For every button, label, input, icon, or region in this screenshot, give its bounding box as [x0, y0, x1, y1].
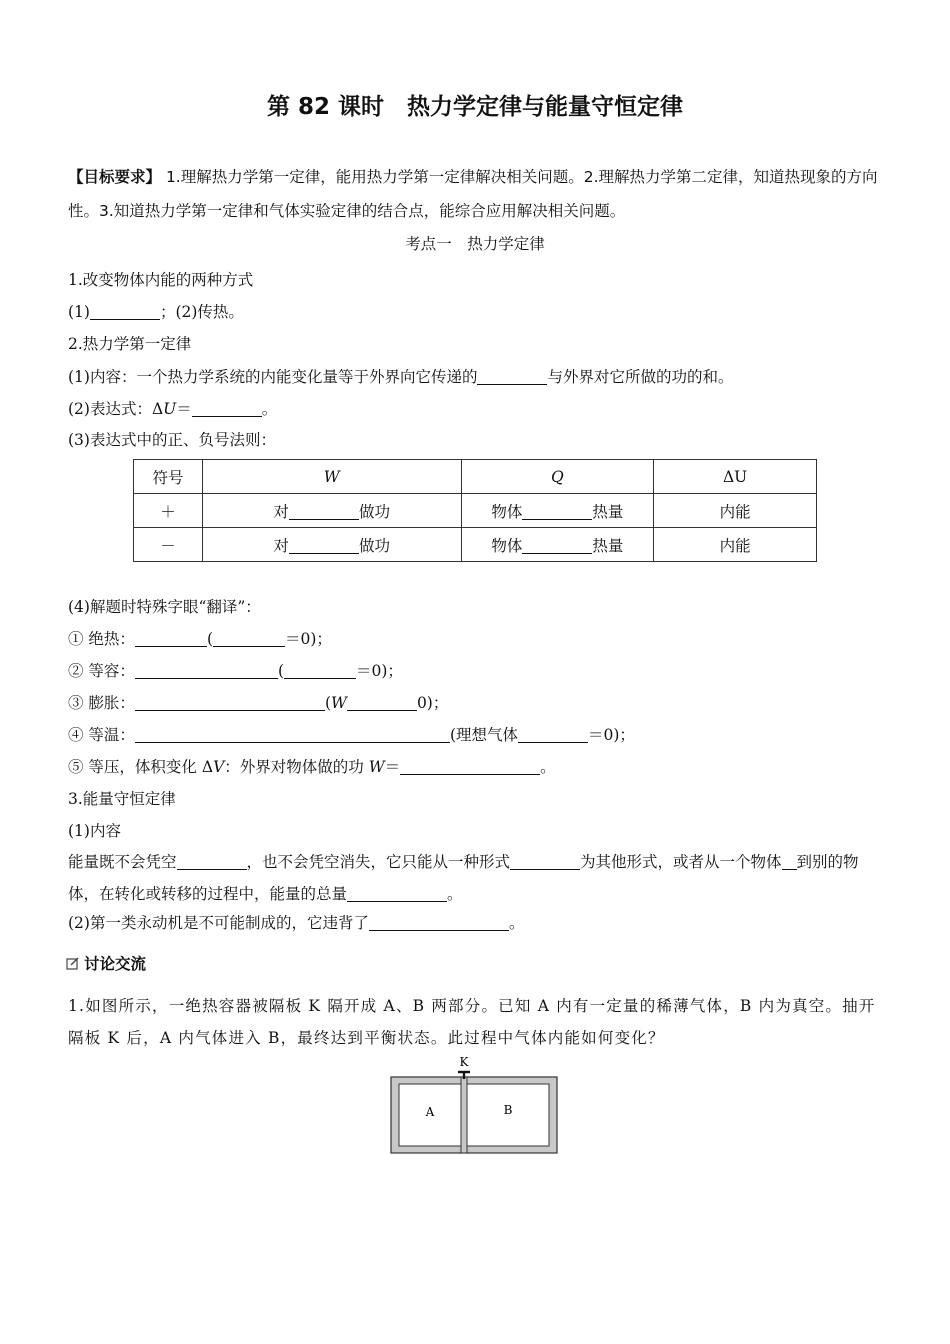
s2-expr-b: ＝	[176, 400, 192, 418]
item-var: V	[213, 758, 225, 776]
table-header-q: Q	[551, 467, 564, 486]
page-title: 第 82 课时 热力学定律与能量守恒定律	[266, 94, 684, 120]
blank[interactable]	[90, 304, 160, 321]
s2-rule: (3)表达式中的正、负号法则：	[68, 431, 276, 449]
cell-text: 对	[273, 536, 289, 555]
table-cell-sign: －	[134, 528, 203, 562]
s2-expr-a: (2)表达式：Δ	[68, 400, 164, 418]
s1-line-b: ；(2)传热。	[159, 303, 244, 321]
table-header: ΔU	[654, 460, 817, 494]
label-k: K	[459, 1055, 469, 1069]
s3-perpetual	[68, 911, 524, 933]
blank[interactable]	[135, 727, 450, 744]
table-cell-q	[461, 528, 654, 562]
item-text: ② 等容：	[68, 662, 135, 680]
table-cell-du: 内能	[654, 528, 817, 562]
s1-line-a: (1)	[68, 303, 90, 321]
blank[interactable]	[284, 663, 356, 680]
table-header-w: W	[323, 467, 340, 486]
item-text: ⑤ 等压，体积变化 Δ	[68, 758, 214, 776]
blank[interactable]	[400, 759, 540, 776]
blank[interactable]	[510, 854, 580, 871]
blank[interactable]	[518, 727, 588, 744]
item-text: ① 绝热：	[68, 630, 135, 648]
blank[interactable]	[347, 695, 417, 712]
s2-expression	[68, 397, 277, 419]
learning-goals	[68, 160, 883, 228]
para-text: 能量既不会凭空	[68, 853, 177, 871]
table-cell-w	[202, 494, 461, 528]
cell-text: 热量	[592, 536, 624, 555]
s3-heading: 3.能量守恒定律	[68, 790, 176, 808]
partition-k[interactable]	[461, 1077, 467, 1153]
container-inner	[399, 1084, 549, 1146]
s4-item-2	[68, 659, 403, 681]
s2-expr-var: U	[163, 400, 177, 418]
table-header: 符号	[134, 460, 203, 494]
blank[interactable]	[177, 854, 247, 871]
blank[interactable]	[135, 663, 278, 680]
blank[interactable]	[782, 854, 797, 871]
blank[interactable]	[347, 886, 447, 903]
s4-item-3	[68, 691, 448, 713]
goals-text: 1.理解热力学第一定律，能用热力学第一定律解决相关问题。2.理解热力学第二定律，知道热现象的方向性。3.知道热力学第一定律和气体实验定律的结合点，能综合应用解决相关问题。	[68, 168, 878, 220]
para-text: 。	[447, 885, 463, 903]
s1-line	[68, 300, 244, 322]
blank[interactable]	[289, 537, 359, 554]
blank[interactable]	[522, 503, 592, 520]
item-text: ＝0)；	[588, 726, 635, 744]
table-cell-du: 内能	[654, 494, 817, 528]
para-text: (2)第一类永动机是不可能制成的，它违背了	[68, 914, 369, 932]
item-text: ＝0)；	[356, 662, 403, 680]
blank[interactable]	[192, 401, 262, 418]
item-text: ③ 膨胀：	[68, 694, 135, 712]
s4-item-4	[68, 723, 635, 745]
s2-content-b: 与外界对它所做的功的和。	[547, 368, 734, 386]
container-figure	[388, 1055, 563, 1164]
cell-text: 物体	[491, 536, 523, 555]
blank[interactable]	[522, 537, 592, 554]
s4-item-5	[68, 755, 556, 777]
label-b: B	[503, 1103, 513, 1117]
s2-heading: 2.热力学第一定律	[68, 335, 192, 353]
item-text: (	[324, 694, 331, 712]
cell-text: 做功	[358, 502, 390, 521]
s2-content	[68, 365, 733, 387]
edit-checkbox-icon	[66, 957, 80, 975]
s1-heading: 1.改变物体内能的两种方式	[68, 271, 254, 289]
label-a: A	[425, 1105, 435, 1119]
item-text: ＝0)；	[285, 630, 332, 648]
cell-text: 物体	[491, 502, 523, 521]
blank[interactable]	[369, 915, 509, 932]
item-text: 。	[540, 758, 556, 776]
para-text: 到别的物体，在转化或转移的过程中，能量的总量	[68, 853, 859, 903]
s2-content-a: (1)内容：一个热力学系统的内能变化量等于外界向它传递的	[68, 368, 478, 386]
item-text: (	[277, 662, 284, 680]
item-text: (	[206, 630, 213, 648]
blank[interactable]	[135, 695, 325, 712]
para-text: 。	[508, 914, 525, 932]
discussion-label: 讨论交流	[84, 955, 147, 973]
item-text: ：外界对物体做的功	[224, 758, 369, 776]
table-row	[134, 494, 817, 528]
item-text: (理想气体	[449, 726, 518, 744]
goals-tag: 【目标要求】	[68, 168, 162, 186]
item-text: ④ 等温：	[68, 726, 135, 744]
table-cell-q	[461, 494, 654, 528]
para-text: 为其他形式，或者从一个物体	[580, 853, 782, 871]
cell-text: 对	[273, 502, 289, 521]
table-cell-sign: ＋	[134, 494, 203, 528]
table-cell-w	[202, 528, 461, 562]
blank[interactable]	[477, 369, 547, 386]
blank[interactable]	[213, 631, 285, 648]
para-text: ，也不会凭空消失，它只能从一种形式	[246, 853, 511, 871]
cell-text: 热量	[592, 502, 624, 521]
discussion-heading	[66, 952, 146, 975]
blank[interactable]	[289, 503, 359, 520]
item-var: W	[331, 694, 347, 712]
table-row	[134, 528, 817, 562]
s4-heading: (4)解题时特殊字眼“翻译”：	[68, 598, 261, 616]
item-var: W	[368, 758, 385, 776]
blank[interactable]	[135, 631, 207, 648]
s4-item-1	[68, 627, 332, 649]
item-text: 0)；	[416, 694, 449, 712]
s2-expr-end: 。	[261, 400, 278, 418]
section-heading: 考点一 热力学定律	[405, 235, 545, 253]
sign-rule-table	[133, 459, 817, 562]
table-header	[461, 460, 654, 494]
table-header	[202, 460, 461, 494]
discussion-question-1: 1.如图所示，一绝热容器被隔板 K 隔开成 A、B 两部分。已知 A 内有一定量的稀薄气体，B 内为真空。抽开隔板 K 后，A 内气体进入 B，最终达到平衡状态。此过程中气体内能如何变化？	[68, 997, 876, 1047]
s3-sub: (1)内容	[68, 822, 121, 840]
table-header-row	[134, 460, 817, 494]
cell-text: 做功	[358, 536, 390, 555]
item-text: ＝	[384, 758, 401, 776]
s3-paragraph	[68, 846, 878, 910]
